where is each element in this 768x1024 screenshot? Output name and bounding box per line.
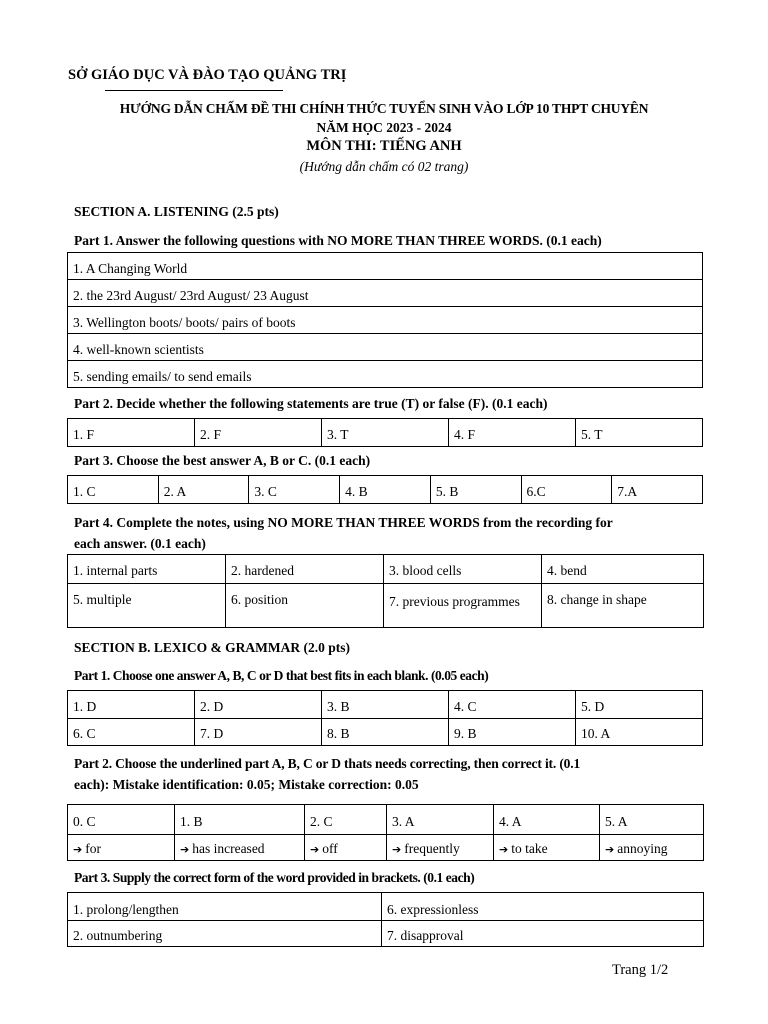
section-b-title: SECTION B. LEXICO & GRAMMAR (2.0 pts) xyxy=(74,640,351,655)
answer-cell: 2. F xyxy=(195,419,322,447)
answer-cell: 4. B xyxy=(340,476,431,504)
answer-cell: 4. A xyxy=(494,805,600,835)
answer-cell: 3. A xyxy=(387,805,494,835)
b-part2-title-line2: each): Mistake identification: 0.05; Mistake correction: 0.05 xyxy=(74,777,419,792)
answer-cell: 5. sending emails/ to send emails xyxy=(68,361,703,388)
b-part3-title: Part 3. Supply the correct form of the word provided in brackets. (0.1 each) xyxy=(74,870,475,885)
correction-text: annoying xyxy=(617,841,668,856)
answer-cell: 3. Wellington boots/ boots/ pairs of boots xyxy=(68,307,703,334)
answer-cell: 5. T xyxy=(576,419,703,447)
arrow-right-icon: ➔ xyxy=(310,843,320,856)
answer-cell: 8. change in shape xyxy=(542,584,704,628)
correction-cell xyxy=(175,835,305,861)
arrow-right-icon: ➔ xyxy=(180,843,190,856)
arrow-right-icon: ➔ xyxy=(499,843,509,856)
arrow-right-icon: ➔ xyxy=(392,843,402,856)
b-part2-table xyxy=(67,804,704,861)
answer-cell: 1. prolong/lengthen xyxy=(68,893,382,921)
answer-cell: 8. B xyxy=(322,719,449,746)
answer-cell: 6. C xyxy=(68,719,195,746)
page-number: Trang 1/2 xyxy=(612,962,669,978)
a-part2-title: Part 2. Decide whether the following statements are true (T) or false (F). (0.1 each) xyxy=(74,396,548,411)
arrow-right-icon: ➔ xyxy=(605,843,615,856)
answer-cell: 5. B xyxy=(430,476,521,504)
a-part3-table xyxy=(67,475,703,504)
b-part2-title-line1: Part 2. Choose the underlined part A, B, C or D thats needs correcting, then correct it. (0.1 xyxy=(74,756,581,771)
doc-title-line2: NĂM HỌC 2023 - 2024 xyxy=(316,120,452,135)
correction-cell xyxy=(68,835,175,861)
answer-cell: 1. D xyxy=(68,691,195,719)
answer-cell: 4. F xyxy=(449,419,576,447)
a-part4-title-line1: Part 4. Complete the notes, using NO MORE THAN THREE WORDS from the recording for xyxy=(74,515,613,530)
answer-cell: 5. D xyxy=(576,691,703,719)
correction-text: off xyxy=(322,841,338,856)
answer-cell: 10. A xyxy=(576,719,703,746)
answer-cell: 9. B xyxy=(449,719,576,746)
page-count-note: (Hướng dẫn chấm có 02 trang) xyxy=(299,159,469,174)
answer-cell: 5. multiple xyxy=(68,584,226,628)
a-part4-table xyxy=(67,554,704,628)
answer-cell: 3. C xyxy=(249,476,340,504)
a-part3-title: Part 3. Choose the best answer A, B or C. (0.1 each) xyxy=(74,453,371,468)
b-part2-title xyxy=(74,753,704,795)
a-part4-title xyxy=(74,512,704,554)
a-part4-title-line2: each answer. (0.1 each) xyxy=(74,536,206,551)
correction-cell xyxy=(600,835,704,861)
answer-cell: 2. outnumbering xyxy=(68,921,382,947)
answer-cell: 6. position xyxy=(226,584,384,628)
answer-cell: 6. expressionless xyxy=(382,893,704,921)
answer-cell: 5. A xyxy=(600,805,704,835)
correction-text: frequently xyxy=(404,841,460,856)
answer-cell: 2. C xyxy=(305,805,387,835)
answer-cell: 7. disapproval xyxy=(382,921,704,947)
answer-cell: 2. A xyxy=(158,476,249,504)
answer-cell: 4. well-known scientists xyxy=(68,334,703,361)
header-underline xyxy=(105,90,283,91)
answer-cell: 7. D xyxy=(195,719,322,746)
answer-cell: 1. internal parts xyxy=(68,555,226,584)
answer-cell: 2. hardened xyxy=(226,555,384,584)
answer-cell: 1. C xyxy=(68,476,159,504)
answer-cell: 2. D xyxy=(195,691,322,719)
answer-cell: 1. F xyxy=(68,419,195,447)
a-part1-title: Part 1. Answer the following questions with NO MORE THAN THREE WORDS. (0.1 each) xyxy=(74,233,602,248)
correction-text: to take xyxy=(511,841,548,856)
b-part1-title: Part 1. Choose one answer A, B, C or D that best fits in each blank. (0.05 each) xyxy=(74,668,489,683)
answer-cell: 7. previous programmes xyxy=(384,584,542,628)
section-a-title: SECTION A. LISTENING (2.5 pts) xyxy=(74,204,279,219)
correction-cell xyxy=(494,835,600,861)
b-part1-table xyxy=(67,690,703,746)
answer-cell: 4. bend xyxy=(542,555,704,584)
subject-title: MÔN THI: TIẾNG ANH xyxy=(306,138,462,154)
answer-cell: 7.A xyxy=(612,476,703,504)
answer-cell: 3. B xyxy=(322,691,449,719)
answer-cell: 4. C xyxy=(449,691,576,719)
answer-cell: 2. the 23rd August/ 23rd August/ 23 August xyxy=(68,280,703,307)
answer-cell: 6.C xyxy=(521,476,612,504)
a-part2-table xyxy=(67,418,703,447)
correction-cell xyxy=(305,835,387,861)
correction-text: for xyxy=(85,841,101,856)
answer-cell: 0. C xyxy=(68,805,175,835)
answer-cell: 1. A Changing World xyxy=(68,253,703,280)
answer-cell: 3. blood cells xyxy=(384,555,542,584)
b-part3-table xyxy=(67,892,704,947)
correction-text: has increased xyxy=(192,841,265,856)
department-name: SỞ GIÁO DỤC VÀ ĐÀO TẠO QUẢNG TRỊ xyxy=(68,67,347,83)
answer-cell: 3. T xyxy=(322,419,449,447)
answer-cell: 1. B xyxy=(175,805,305,835)
a-part1-table xyxy=(67,252,703,388)
arrow-right-icon: ➔ xyxy=(73,843,83,856)
doc-title-line1: HƯỚNG DẪN CHẤM ĐỀ THI CHÍNH THỨC TUYỂN SINH VÀO LỚP 10 THPT CHUYÊN xyxy=(119,101,649,116)
correction-cell xyxy=(387,835,494,861)
